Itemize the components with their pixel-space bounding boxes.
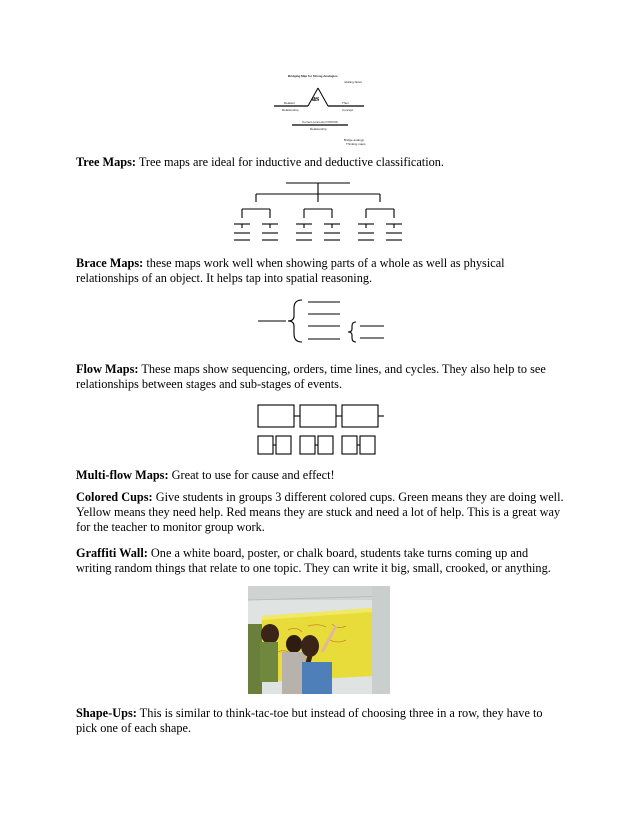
colored-cups-body: Give students in groups 3 different colored cups. Green means they are doing well. Yellow means they need help. Red means they are stuck and need a lot of help. This is a great way for the teacher to monitor group work. [76,490,564,534]
tree-map-lines [228,178,408,244]
colored-cups-paragraph [76,490,566,535]
bridge-map-factor-label: relating factor [344,80,363,84]
graffiti-wall-heading: Graffiti Wall: [76,546,148,560]
colored-cups-heading: Colored Cups: [76,490,153,504]
bridge-map-mid-line-2: Relationship [310,127,327,131]
multiflow-maps-paragraph [76,468,566,483]
bridge-map-left-bottom: Relationship [282,108,299,112]
graffiti-wall-body: One a white board, poster, or chalk board, students take turns coming up and writing random things that relate to one topic. They can write it big, small, crooked, or anything. [76,546,551,575]
bridge-map-mid-line-1: Correct connector/ PROOF [302,120,339,124]
bridge-map-as-label: as [312,94,320,103]
flow-maps-body: These maps show sequencing, orders, time lines, and cycles. They also help to see relationships between stages and sub-stages of events. [76,362,546,391]
graffiti-wall-photo-image [248,586,390,694]
brace-map-diagram [256,296,388,346]
shape-ups-body: This is similar to think-tac-toe but instead of choosing three in a row, they have to pick one of each shape. [76,706,543,735]
tree-map-diagram [228,178,408,244]
tree-maps-paragraph [76,155,566,170]
bridge-map-diagram [270,72,370,148]
brace-maps-paragraph [76,256,566,286]
tree-maps-body: Tree maps are ideal for inductive and deductive classification. [136,155,445,169]
bridge-map-title: Bridging Map for Strong Analogies [288,74,338,78]
flow-map-diagram [254,402,388,458]
multiflow-maps-body: Great to use for cause and effect! [168,468,335,482]
flow-map-lines [254,402,388,458]
multiflow-maps-heading: Multi-flow Maps: [76,468,169,482]
bridge-map-footer-2: Thinking maps [346,142,366,146]
shape-ups-heading: Shape-Ups: [76,706,137,720]
bridge-map-right-top: Then [342,101,349,105]
bridge-map-footer-1: Bridge analogy [344,138,365,142]
brace-maps-heading: Brace Maps: [76,256,144,270]
brace-maps-body: these maps work well when showing parts of a whole as well as physical relationships of an object. It helps tap into spatial reasoning. [76,256,505,285]
bridge-map-right-bottom: Concept [342,108,354,112]
flow-maps-heading: Flow Maps: [76,362,139,376]
graffiti-wall-photo [248,586,390,694]
flow-maps-paragraph [76,362,566,392]
graffiti-wall-paragraph [76,546,566,576]
shape-ups-paragraph [76,706,566,736]
bridge-map-left-top: Relation [284,101,296,105]
tree-maps-heading: Tree Maps: [76,155,136,169]
brace-map-lines [256,296,388,346]
